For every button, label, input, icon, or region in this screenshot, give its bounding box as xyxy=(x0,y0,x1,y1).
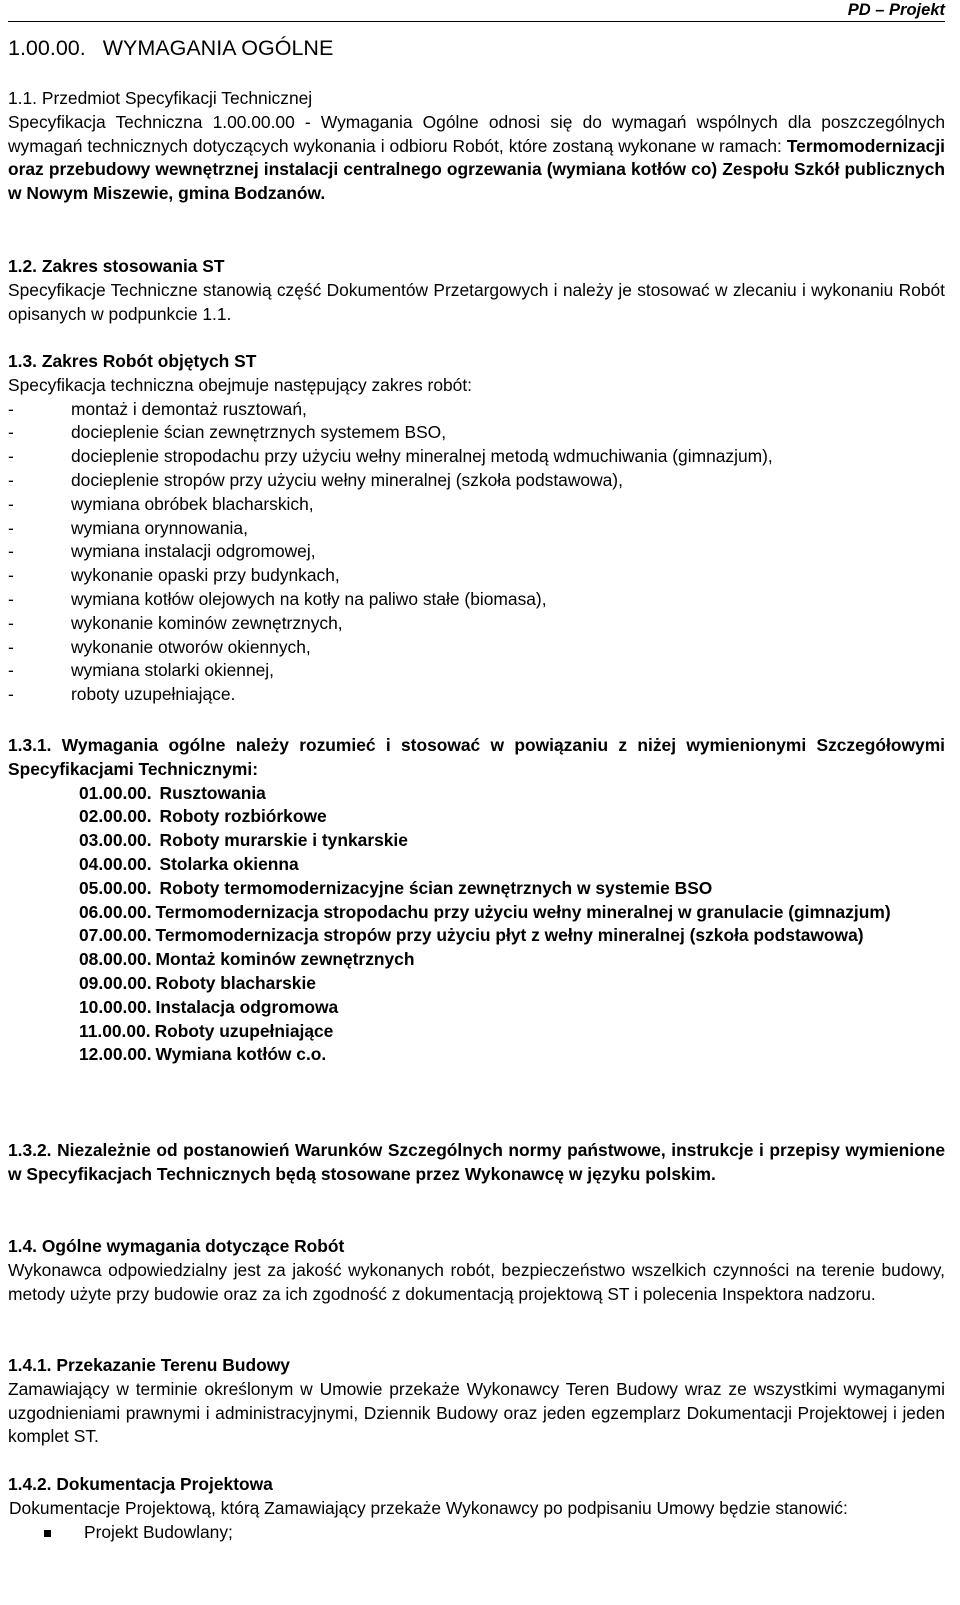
spec-item xyxy=(79,877,945,901)
spec-code: 01.00.00. xyxy=(79,782,152,803)
spec-code: 04.00.00. xyxy=(79,853,152,874)
section-1-1-text-bold: Termomodernizacji oraz przebudowy wewnętrznej instalacji centralnego ogrzewania (wymiana kotłów co) Zespołu Szkół publicznych w Nowym Miszewie, gmina Bodzanów. xyxy=(8,135,945,204)
chapter-number: 1.00.00. xyxy=(8,36,86,60)
list-item: - docieplenie ścian zewnętrznych systemem BSO, xyxy=(8,421,945,445)
section-1-2 xyxy=(8,255,945,326)
section-1-4-text: Wykonawca odpowiedzialny jest za jakość wykonanych robót, bezpieczeństwo wszelkich czynności na terenie budowy, metody użyte przy budowie oraz za ich zgodność z dokumentacją projektową ST i polecenia Inspektora nadzoru. xyxy=(8,1259,945,1304)
section-1-3-2 xyxy=(8,1139,945,1187)
spec-code: 10.00.00. xyxy=(79,996,152,1017)
spec-title: Roboty blacharskie xyxy=(155,972,316,993)
list-item: - docieplenie stropów przy użyciu wełny mineralnej (szkoła podstawowa), xyxy=(8,469,945,493)
spec-title: Roboty termomodernizacyjne ścian zewnętrznych w systemie BSO xyxy=(159,877,713,898)
spec-title: Termomodernizacja stropodachu przy użyciu wełny mineralnej w granulacie (gimnazjum) xyxy=(155,901,891,922)
list-item: - wymiana orynnowania, xyxy=(8,517,945,541)
chapter-heading xyxy=(8,34,333,62)
list-item: - docieplenie stropodachu przy użyciu wełny mineralnej metodą wdmuchiwania (gimnazjum), xyxy=(8,445,945,469)
spec-title: Roboty rozbiórkowe xyxy=(159,806,327,827)
chapter-title: WYMAGANIA OGÓLNE xyxy=(102,36,334,60)
section-1-3-heading: 1.3. Zakres Robót objętych ST xyxy=(8,351,257,371)
list-item: - roboty uzupełniające. xyxy=(8,683,945,707)
section-1-3-2-text: 1.3.2. Niezależnie od postanowień Warunków Szczególnych normy państwowe, instrukcje i przepisy wymienione w Specyfikacjach Technicznych będą stosowane przez Wykonawcę w języku polskim. xyxy=(8,1140,945,1184)
section-1-4-2 xyxy=(8,1473,945,1544)
spec-code: 08.00.00. xyxy=(79,949,152,970)
works-list xyxy=(8,398,945,707)
list-item: - wykonanie otworów okiennych, xyxy=(8,636,945,660)
list-item: - wymiana stolarki okiennej, xyxy=(8,659,945,683)
spec-title: Termomodernizacja stropów przy użyciu płyt z wełny mineralnej (szkoła podstawowa) xyxy=(155,925,864,946)
spec-code: 06.00.00. xyxy=(79,901,152,922)
section-1-3 xyxy=(8,350,945,707)
spec-item xyxy=(79,782,945,806)
spec-item xyxy=(79,853,945,877)
spec-item xyxy=(79,1020,945,1044)
list-item: - montaż i demontaż rusztowań, xyxy=(8,398,945,422)
spec-item xyxy=(79,901,945,925)
spec-code: 03.00.00. xyxy=(79,830,152,851)
spec-item xyxy=(79,972,945,996)
list-item: - wykonanie kominów zewnętrznych, xyxy=(8,612,945,636)
list-item xyxy=(8,1521,945,1545)
section-1-2-heading: 1.2. Zakres stosowania ST xyxy=(8,256,225,276)
section-1-4-2-text: Dokumentacje Projektową, którą Zamawiający przekaże Wykonawcy po podpisaniu Umowy będzie stanowić: xyxy=(9,1497,848,1518)
section-1-4-2-heading: 1.4.2. Dokumentacja Projektowa xyxy=(8,1474,273,1494)
section-1-1 xyxy=(8,87,945,206)
spec-list xyxy=(8,782,945,1068)
spec-item xyxy=(79,829,945,853)
section-1-4 xyxy=(8,1235,945,1306)
list-item: - wymiana obróbek blacharskich, xyxy=(8,493,945,517)
spec-title: Roboty murarskie i tynkarskie xyxy=(159,830,408,851)
section-1-2-text: Specyfikacje Techniczne stanowią część Dokumentów Przetargowych i należy je stosować w zlecaniu i wykonaniu Robót opisanych w podpunkcie 1.1. xyxy=(8,279,945,324)
list-item: - wymiana instalacji odgromowej, xyxy=(8,540,945,564)
spec-code: 11.00.00. xyxy=(79,1020,151,1041)
spec-item xyxy=(79,996,945,1020)
section-1-1-text xyxy=(8,111,945,206)
section-1-1-heading: 1.1. Przedmiot Specyfikacji Technicznej xyxy=(8,88,313,108)
spec-code: 09.00.00. xyxy=(79,972,152,993)
running-header: PD – Projekt xyxy=(847,1,945,19)
documentation-list xyxy=(8,1521,945,1545)
section-1-4-1-heading: 1.4.1. Przekazanie Terenu Budowy xyxy=(8,1355,290,1375)
spec-code: 07.00.00. xyxy=(79,925,152,946)
section-1-3-intro: Specyfikacja techniczna obejmuje następujący zakres robót: xyxy=(8,374,473,395)
section-1-3-1-heading: 1.3.1. Wymagania ogólne należy rozumieć i stosować w powiązaniu z niżej wymienionymi Szczegółowymi Specyfikacjami Technicznymi: xyxy=(8,735,945,779)
section-1-4-1 xyxy=(8,1354,945,1449)
spec-item xyxy=(79,948,945,972)
section-1-4-1-text: Zamawiający w terminie określonym w Umowie przekaże Wykonawcy Teren Budowy wraz ze wszystkimi wymaganymi uzgodnieniami prawnymi i administracyjnymi, Dziennik Budowy oraz jeden egzemplarz Dokumentacji Projektowej i jeden komplet ST. xyxy=(8,1378,945,1447)
spec-code: 02.00.00. xyxy=(79,806,152,827)
spec-title: Montaż kominów zewnętrznych xyxy=(155,949,415,970)
section-1-1-text-normal: Specyfikacja Techniczna 1.00.00.00 - Wymagania Ogólne odnosi się do wymagań wspólnych dla poszczególnych wymagań technicznych dotyczących wykonania i odbioru Robót, które zostaną wykonane w ramach: xyxy=(8,111,945,156)
spec-title: Rusztowania xyxy=(159,782,266,803)
section-1-4-heading: 1.4. Ogólne wymagania dotyczące Robót xyxy=(8,1236,345,1256)
header-rule xyxy=(8,21,945,22)
spec-title: Stolarka okienna xyxy=(159,853,299,874)
section-1-3-1 xyxy=(8,734,945,1067)
spec-title: Roboty uzupełniające xyxy=(154,1020,334,1041)
spec-title: Instalacja odgromowa xyxy=(155,996,339,1017)
spec-code: 05.00.00. xyxy=(79,877,152,898)
spec-item xyxy=(79,924,945,948)
spec-title: Wymiana kotłów c.o. xyxy=(155,1044,327,1065)
list-item-label: Projekt Budowlany; xyxy=(84,1521,233,1542)
list-item: - wymiana kotłów olejowych na kotły na paliwo stałe (biomasa), xyxy=(8,588,945,612)
square-bullet-icon xyxy=(44,1530,51,1537)
spec-item xyxy=(79,805,945,829)
spec-code: 12.00.00. xyxy=(79,1044,152,1065)
list-item: - wykonanie opaski przy budynkach, xyxy=(8,564,945,588)
spec-item xyxy=(79,1043,945,1067)
